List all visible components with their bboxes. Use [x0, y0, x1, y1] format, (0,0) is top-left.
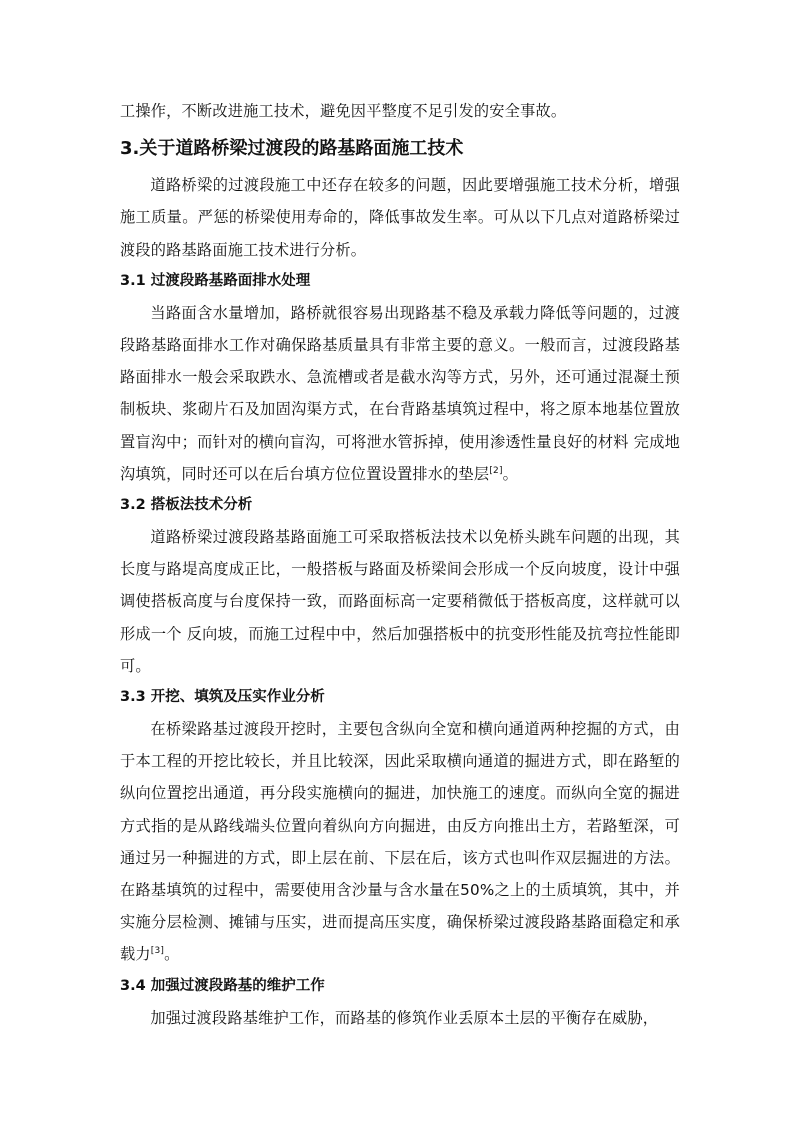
paragraph-intro: 道路桥梁的过渡段施工中还存在较多的问题，因此要增强施工技术分析，增强施工质量。严惩的桥梁使用寿命的，降低事故发生率。可从以下几点对道路桥梁过渡段的路基路面施工技术进行分析。	[120, 176, 680, 259]
subsection-heading-3-2: 3.2 搭板法技术分析	[120, 497, 253, 514]
paragraph-end: 。	[164, 945, 180, 964]
paragraph-end: 。	[502, 464, 519, 483]
paragraph-slab-method: 道路桥梁过渡段路基路面施工可采取搭板法技术以免桥头跳车问题的出现，其长度与路堤高度成正比，一般搭板与路面及桥梁间会形成一个反向坡度，设计中强调使搭板高度与台度保持一致，而路面标高一定要稍微低于搭板高度，这样就可以形成一个 反向坡，而施工过程中中，然后加强搭板中的抗变形性能及抗弯拉性能即可。	[120, 528, 680, 675]
subsection-heading-3-1: 3.1 过渡段路基路面排水处理	[120, 272, 311, 289]
paragraph-maintenance: 加强过渡段路基维护工作，而路基的修筑作业丢原本土层的平衡存在威胁，	[150, 1008, 659, 1027]
section-heading-3: 3.关于道路桥梁过渡段的路基路面施工技术	[120, 138, 464, 160]
document-page	[120, 95, 680, 1034]
paragraph-text: 当路面含水量增加，路桥就很容易出现路基不稳及承载力降低等问题的，过渡段路基路面排水工作对确保路基质量具有非常主要的意义。一般而言，过渡段路基路面排水一般会采取跌水、急流槽或者是截水沟等方式，另外，还可通过混凝土预制板块、浆砌片石及加固沟渠方式，在台背路基填筑过程中，将之原本地基位置放置盲沟中；而针对的横向盲沟，可将泄水管拆掉，使用渗透性量良好的材料 完成地沟填筑，同时还可以在后台填方位位置设置排水的垫层	[120, 303, 680, 483]
citation-ref-2: [2]	[489, 465, 503, 476]
paragraph-text: 在桥梁路基过渡段开挖时，主要包含纵向全宽和横向通道两种挖掘的方式，由于本工程的开挖比较长，并且比较深，因此采取横向通道的掘进方式，即在路堑的纵向位置挖出通道，再分段实施横向的掘进，加快施工的速度。而纵向全宽的掘进方式指的是从路线端头位置向着纵向方向掘进，由反方向推出土方，若路堑深，可通过另一种掘进的方式，即上层在前、下层在后，该方式也叫作双层掘进的方法。在路基填筑的过程中，需要使用含沙量与含水量在50%之上的土质填筑，其中，并实施分层检测、摊铺与压实，进而提高压实度，确保桥梁过渡段路基路面稳定和承载力	[120, 720, 680, 964]
paragraph-continuation: 工操作，不断改进施工技术，避免因平整度不足引发的安全事故。	[120, 102, 567, 120]
paragraph-excavation	[120, 713, 680, 971]
paragraph-drainage	[120, 297, 680, 490]
subsection-heading-3-4: 3.4 加强过渡段路基的维护工作	[120, 977, 325, 994]
subsection-heading-3-3: 3.3 开挖、填筑及压实作业分析	[120, 689, 325, 706]
citation-ref-3: [3]	[150, 946, 165, 957]
